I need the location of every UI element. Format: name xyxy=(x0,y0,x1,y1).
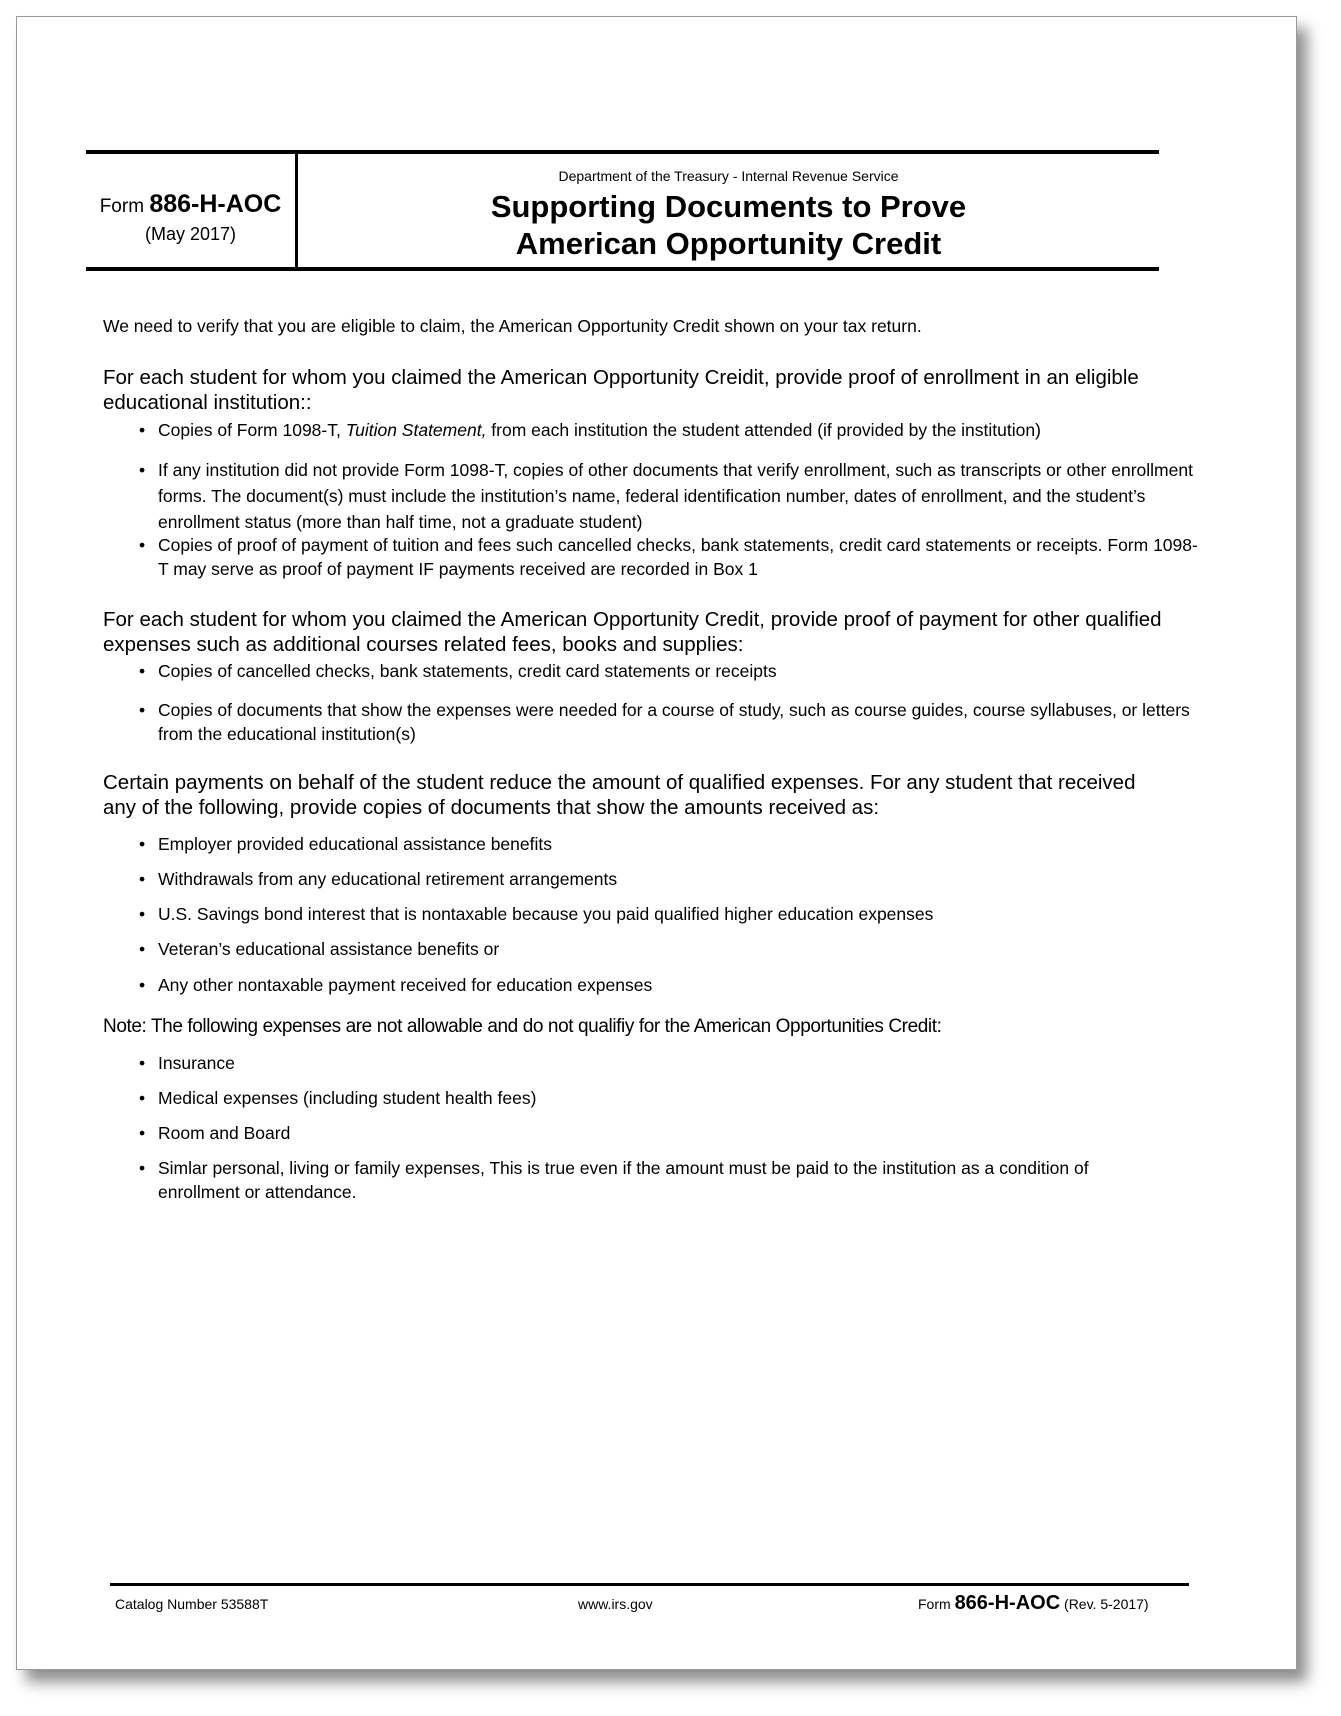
form-number: 886-H-AOC xyxy=(149,190,282,218)
list-item: • Employer provided educational assistance benefits xyxy=(103,831,1198,857)
form-id-line xyxy=(86,190,295,219)
list-item: • Simlar personal, living or family expenses, This is true even if the amount must be paid to the institution as a condition of enrollment or attendance. xyxy=(103,1156,1168,1204)
list-item: • Copies of proof of payment of tuition and fees such cancelled checks, bank statements, credit card statements or receipts. Form 1098-T may serve as proof of payment IF payments received are recorded in Box 1 xyxy=(103,533,1198,581)
list-item: • Copies of cancelled checks, bank statements, credit card statements or receipts xyxy=(103,658,1198,684)
list-item: • Room and Board xyxy=(103,1120,1198,1146)
footer-form-id xyxy=(918,1592,1149,1615)
list-item: • U.S. Savings bond interest that is nontaxable because you paid qualified higher education expenses xyxy=(103,901,1198,927)
list-item: • Withdrawals from any educational retirement arrangements xyxy=(103,866,1198,892)
department-line: Department of the Treasury - Internal Revenue Service xyxy=(558,168,899,184)
title-block xyxy=(298,154,1159,267)
footer-revision: (Rev. 5-2017) xyxy=(1064,1596,1149,1612)
list-item: • Insurance xyxy=(103,1050,1198,1076)
form-prefix: Form xyxy=(99,196,145,217)
bullet-text-post: from each institution the student attended (if provided by the institution) xyxy=(486,420,1041,440)
section2-lead: For each student for whom you claimed the American Opportunity Credit, provide proof of payment for other qualified expenses such as additional courses related fees, books and supplies: xyxy=(103,608,1162,656)
bullet-text-italic: Tuition Statement, xyxy=(345,420,487,440)
list-item: • Copies of documents that show the expenses were needed for a course of study, such as course guides, course syllabuses, or letters from the educational institution(s) xyxy=(103,698,1198,746)
website-link[interactable]: www.irs.gov xyxy=(578,1596,653,1612)
title-line-2: American Opportunity Credit xyxy=(515,226,942,261)
section1-lead: For each student for whom you claimed the American Opportunity Creidit, provide proof of enrollment in an eligible educational institution:: xyxy=(103,366,1139,414)
form-date: (May 2017) xyxy=(144,224,237,244)
title-line-1: Supporting Documents to Prove xyxy=(490,189,967,224)
list-item xyxy=(103,417,1198,443)
intro-paragraph: We need to verify that you are eligible to claim, the American Opportunity Credit shown on your tax return. xyxy=(103,316,922,336)
note-paragraph: Note: The following expenses are not allowable and do not qualifiy for the American Opportunities Credit: xyxy=(103,1016,942,1037)
catalog-number: Catalog Number 53588T xyxy=(115,1596,269,1612)
list-item: • If any institution did not provide Form 1098-T, copies of other documents that verify enrollment, such as transcripts or other enrollment forms. The document(s) must include the institution’s name, federal identification number, dates of enrollment, and the student’s enrollment status (more than half time, not a graduate student) xyxy=(103,457,1198,535)
page-title xyxy=(298,188,1159,262)
section3-lead: Certain payments on behalf of the student reduce the amount of qualified expenses. For any student that received any of the following, provide copies of documents that show the amounts received as: xyxy=(103,771,1136,819)
list-item: • Veteran’s educational assistance benefits or xyxy=(103,936,1198,962)
footer-rule xyxy=(110,1583,1189,1586)
footer-form-number: 866-H-AOC xyxy=(954,1592,1061,1614)
bullet-text-pre: Copies of Form 1098-T, xyxy=(158,420,346,440)
list-item: • Any other nontaxable payment received for education expenses xyxy=(103,972,1198,998)
footer-form-prefix: Form xyxy=(918,1596,951,1612)
form-header xyxy=(86,150,1159,271)
list-item: • Medical expenses (including student health fees) xyxy=(103,1085,1198,1111)
form-id-block xyxy=(86,154,298,267)
